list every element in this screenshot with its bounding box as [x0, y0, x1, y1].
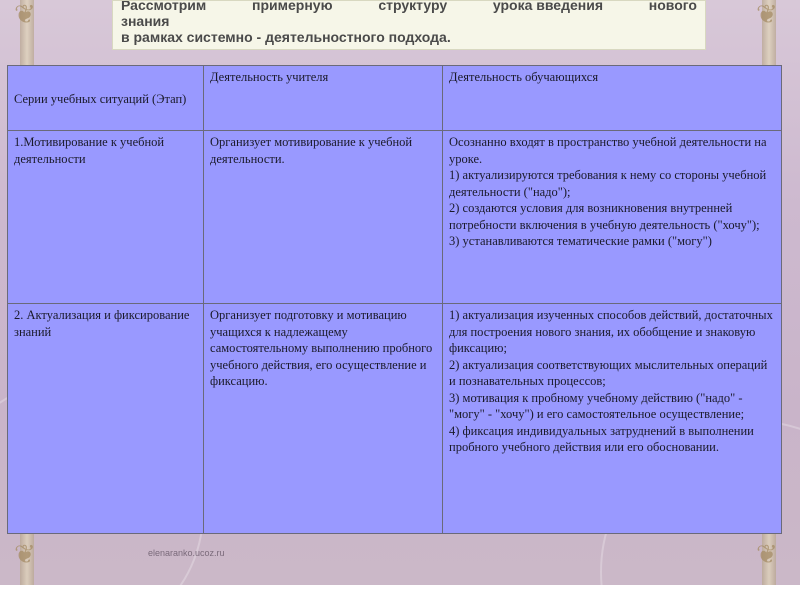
students-item: 2) актуализация соответствующих мыслительных операций и познавательных процессов;: [449, 357, 768, 388]
lesson-structure-table: [7, 65, 782, 534]
table-header-row: [8, 66, 782, 131]
footer-url: elenaranko.ucoz.ru: [148, 548, 225, 558]
title-word: Рассмотрим: [121, 0, 207, 13]
slide-title: [112, 0, 706, 50]
students-cell: [443, 304, 782, 534]
title-word: нового: [648, 0, 697, 13]
header-stage: Серии учебных ситуаций (Этап): [8, 66, 204, 131]
table-row: [8, 131, 782, 304]
students-item: 2) создаются условия для возникновения внутренней потребности включения в учебную деятельность ("хочу");: [449, 201, 760, 232]
table-row: [8, 304, 782, 534]
students-item: 1) актуализация изученных способов действий, достаточных для построения нового знания, их обобщение и знаковую фиксацию;: [449, 308, 773, 355]
teacher-cell: Организует подготовку и мотивацию учащихся к надлежащему самостоятельному выполнению пробного учебного действия, его осуществление и фиксацию.: [204, 304, 443, 534]
title-word: урока введения: [492, 0, 603, 13]
title-word: структуру: [378, 0, 448, 13]
stage-cell: 2. Актуализация и фиксирование знаний: [8, 304, 204, 534]
ornament-icon: ❦: [756, 540, 778, 570]
stage-cell: 1.Мотивирование к учебной деятельности: [8, 131, 204, 304]
teacher-cell: Организует мотивирование к учебной деятельности.: [204, 131, 443, 304]
title-line-1: [121, 0, 697, 13]
header-students: Деятельность обучающихся: [443, 66, 782, 131]
students-item: 3) устанавливаются тематические рамки ("могу"): [449, 234, 712, 248]
ornament-icon: ❦: [14, 0, 36, 30]
students-cell: [443, 131, 782, 304]
title-line-3: в рамках системно - деятельностного подхода.: [121, 29, 451, 45]
students-item: Осознанно входят в пространство учебной деятельности на уроке.: [449, 135, 767, 166]
title-line-2: знания: [121, 13, 170, 29]
ornament-icon: ❦: [756, 0, 778, 30]
students-item: 4) фиксация индивидуальных затруднений в выполнении пробного учебного действия или его обосновании.: [449, 423, 754, 454]
students-item: 1) актуализируются требования к нему со стороны учебной деятельности ("надо");: [449, 168, 767, 199]
students-item: 3) мотивация к пробному учебному действию ("надо" - "могу" - "хочу") и его самостоятельное осуществление;: [449, 390, 745, 421]
ornament-icon: ❦: [14, 540, 36, 570]
header-teacher: Деятельность учителя: [204, 66, 443, 131]
title-word: примерную: [252, 0, 333, 13]
